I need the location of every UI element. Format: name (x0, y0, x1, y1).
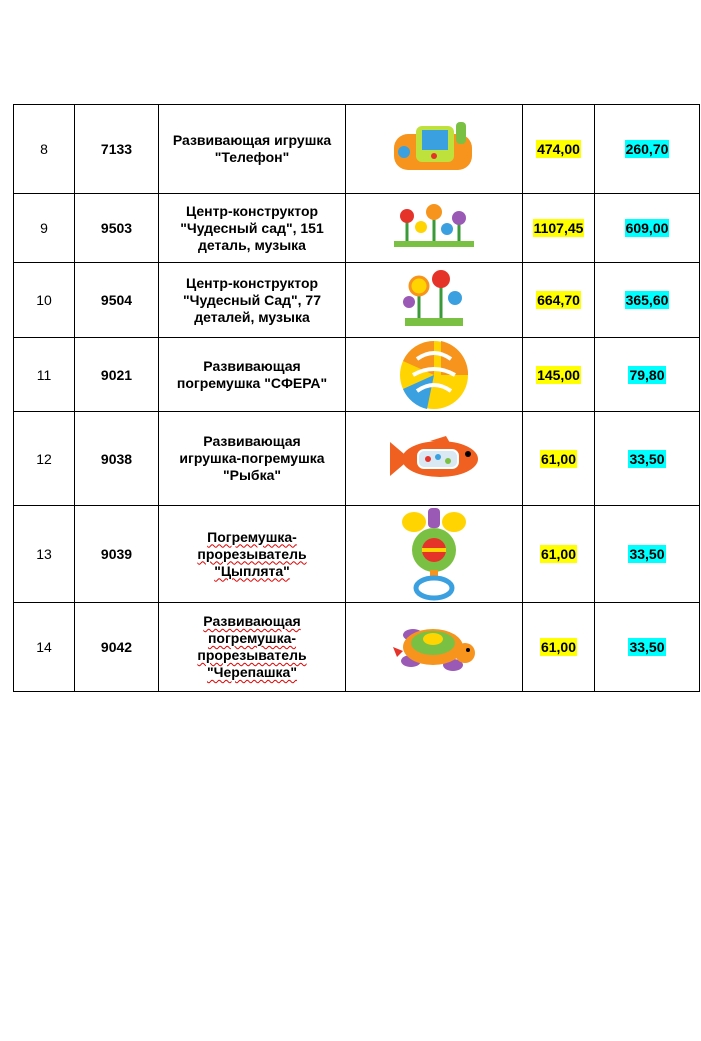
price-2: 365,60 (595, 263, 700, 338)
garden-constructor-icon (389, 203, 479, 253)
sphere-rattle-icon (397, 339, 471, 411)
price-2: 33,50 (595, 603, 700, 692)
price-2: 33,50 (595, 506, 700, 603)
product-name: Погремушка- прорезыватель "Цыплята" (159, 506, 346, 603)
chicks-teether-icon (386, 506, 482, 602)
price-2: 609,00 (595, 194, 700, 263)
article-code: 9042 (75, 603, 159, 692)
product-image (346, 263, 523, 338)
product-image (346, 412, 523, 506)
product-name: Центр-конструктор "Чудесный Сад", 77 деталей, музыка (159, 263, 346, 338)
table-row (14, 412, 700, 506)
product-name: Развивающая игрушка-погремушка "Рыбка" (159, 412, 346, 506)
price-2: 79,80 (595, 338, 700, 412)
article-code: 9504 (75, 263, 159, 338)
price-1: 664,70 (523, 263, 595, 338)
price-1: 61,00 (523, 412, 595, 506)
article-code: 9038 (75, 412, 159, 506)
product-image (346, 338, 523, 412)
product-name: Развивающая погремушка- прорезыватель "Черепашка" (159, 603, 346, 692)
price-1: 1107,45 (523, 194, 595, 263)
article-code: 9021 (75, 338, 159, 412)
price-1: 474,00 (523, 105, 595, 194)
table-row (14, 506, 700, 603)
row-number: 11 (14, 338, 75, 412)
product-name: Развивающая игрушка "Телефон" (159, 105, 346, 194)
price-2: 260,70 (595, 105, 700, 194)
price-1: 145,00 (523, 338, 595, 412)
article-code: 9503 (75, 194, 159, 263)
row-number: 12 (14, 412, 75, 506)
fish-rattle-icon (386, 434, 482, 484)
price-2: 33,50 (595, 412, 700, 506)
table-row (14, 263, 700, 338)
article-code: 9039 (75, 506, 159, 603)
price-1: 61,00 (523, 603, 595, 692)
row-number: 14 (14, 603, 75, 692)
product-image (346, 105, 523, 194)
price-table (13, 104, 700, 692)
product-name: Развивающая погремушка "СФЕРА" (159, 338, 346, 412)
turtle-teether-icon (389, 617, 479, 677)
row-number: 8 (14, 105, 75, 194)
price-1: 61,00 (523, 506, 595, 603)
article-code: 7133 (75, 105, 159, 194)
product-image (346, 194, 523, 263)
product-image (346, 603, 523, 692)
row-number: 13 (14, 506, 75, 603)
table-row (14, 603, 700, 692)
garden-constructor-small-icon (399, 268, 469, 332)
table-row (14, 338, 700, 412)
phone-toy-icon (384, 114, 484, 184)
table-row (14, 105, 700, 194)
row-number: 10 (14, 263, 75, 338)
row-number: 9 (14, 194, 75, 263)
product-image (346, 506, 523, 603)
table-row (14, 194, 700, 263)
product-name: Центр-конструктор "Чудесный сад", 151 деталь, музыка (159, 194, 346, 263)
